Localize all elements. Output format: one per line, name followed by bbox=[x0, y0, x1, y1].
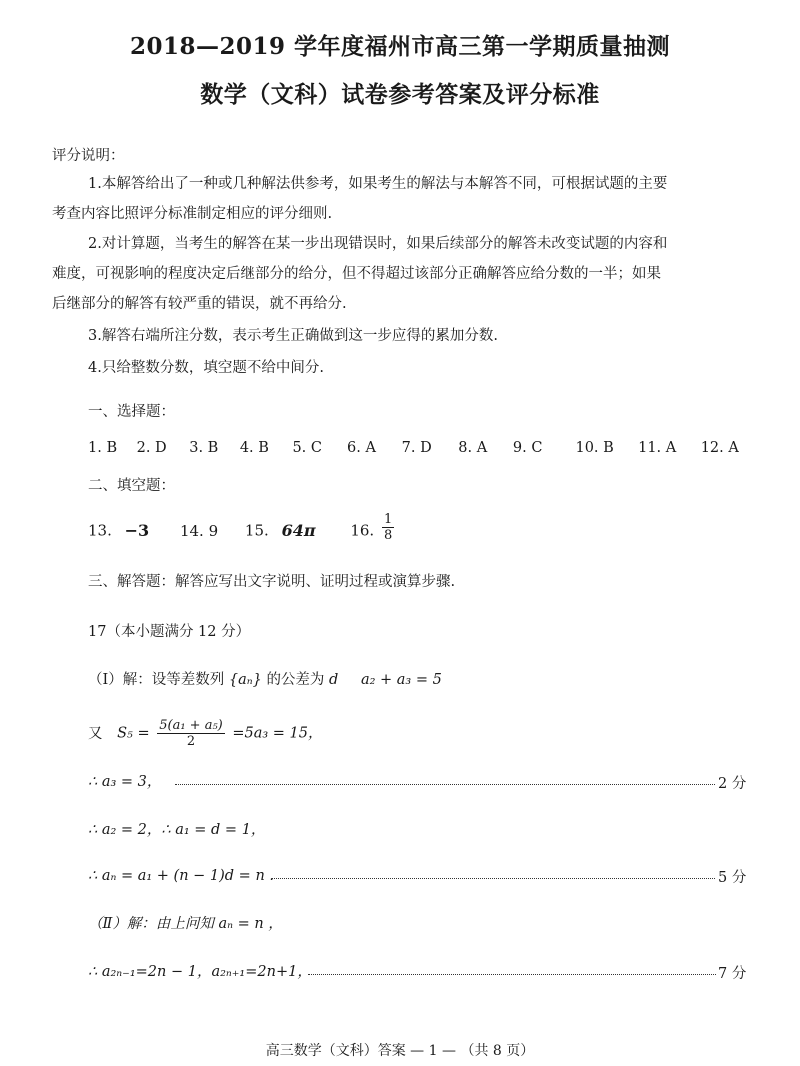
dot-leader bbox=[175, 784, 715, 785]
q15-answer: 64π bbox=[281, 520, 316, 540]
note-4: 4.只给整数分数，填空题不给中间分. bbox=[88, 360, 324, 376]
choice-answer: 10. B bbox=[575, 440, 614, 456]
choice-answer: 3. B bbox=[189, 440, 219, 456]
q17-a2-line: ∴ a₂ = 2，∴ a₁ = d = 1， bbox=[88, 822, 266, 838]
fill-answers bbox=[88, 512, 397, 547]
q17-s5-line bbox=[88, 718, 323, 749]
page-title-line1: 2018—2019 学年度福州市高三第一学期质量抽测 bbox=[129, 33, 671, 60]
q17-odd-terms-line: ∴ a₂ₙ₋₁=2n − 1，a₂ₙ₊₁=2n+1， bbox=[88, 964, 312, 980]
choice-answers bbox=[88, 440, 751, 456]
note-1-line-b: 考查内容比照评分标准制定相应的评分细则. bbox=[52, 206, 333, 222]
q13-number: 13. bbox=[88, 521, 112, 540]
q16-number: 16. bbox=[350, 521, 375, 540]
choice-answer: 9. C bbox=[512, 440, 543, 456]
part1-sequence: {aₙ} bbox=[228, 672, 262, 688]
choice-answer: 1. B bbox=[88, 440, 118, 456]
note-2-line-c: 后继部分的解答有较严重的错误，就不再给分. bbox=[52, 296, 347, 312]
q13-answer: −3 bbox=[124, 520, 150, 540]
note-2-line-b: 难度，可视影响的程度决定后继部分的给分，但不得超过该部分正确解答应给分数的一半；如果 bbox=[52, 266, 661, 282]
choice-heading: 一、选择题： bbox=[88, 404, 175, 420]
dot-leader bbox=[272, 878, 715, 879]
q15-number: 15. bbox=[244, 521, 269, 540]
score-2: 2 分 bbox=[718, 776, 747, 792]
notes-heading: 评分说明： bbox=[52, 148, 125, 164]
part1-label: （Ⅰ）解：设等差数列 bbox=[88, 672, 225, 688]
note-1-line-a: 1.本解答给出了一种或几种解法供参考，如果考生的解法与本解答不同，可根据试题的主要 bbox=[88, 176, 668, 192]
q17-part1-line bbox=[88, 670, 442, 690]
part1-d: d bbox=[329, 672, 339, 688]
q17-a3-line: ∴ a₃ = 3， bbox=[88, 774, 162, 790]
q17-an-line: ∴ aₙ = a₁ + (n − 1)d = n . bbox=[88, 868, 275, 884]
q16-numerator: 1 bbox=[383, 512, 393, 527]
s5-denominator: 2 bbox=[186, 734, 196, 749]
note-2-line-a: 2.对计算题，当考生的解答在某一步出现错误时，如果后续部分的解答未改变试题的内容和 bbox=[88, 236, 668, 252]
s5-label: S₅ = bbox=[117, 725, 150, 742]
s5-prefix: 又 bbox=[88, 725, 103, 742]
page-footer: 高三数学（文科）答案 — 1 — （共 8 页） bbox=[265, 1043, 535, 1059]
choice-answer: 6. A bbox=[347, 440, 376, 456]
solve-heading: 三、解答题：解答应写出文字说明、证明过程或演算步骤. bbox=[88, 574, 456, 590]
dot-leader bbox=[308, 974, 716, 975]
score-5: 5 分 bbox=[718, 870, 747, 886]
s5-fraction bbox=[157, 718, 225, 749]
choice-answer: 8. A bbox=[458, 440, 488, 456]
q14-answer: 14. 9 bbox=[179, 521, 219, 540]
page-title-line2: 数学（文科）试卷参考答案及评分标准 bbox=[200, 81, 600, 108]
choice-answer: 11. A bbox=[638, 440, 677, 456]
choice-answer: 12. A bbox=[700, 440, 739, 456]
choice-answer: 5. C bbox=[292, 440, 322, 456]
q17-title: 17（本小题满分 12 分） bbox=[88, 624, 251, 640]
q16-denominator: 8 bbox=[383, 528, 393, 543]
score-7: 7 分 bbox=[718, 966, 747, 982]
fill-heading: 二、填空题： bbox=[88, 478, 175, 494]
choice-answer: 7. D bbox=[401, 440, 432, 456]
choice-answer: 4. B bbox=[239, 440, 269, 456]
s5-numerator: 5(a₁ + a₅) bbox=[159, 718, 223, 733]
q17-part2-line: （Ⅱ）解：由上问知 aₙ = n ， bbox=[88, 916, 283, 932]
choice-answer: 2. D bbox=[136, 440, 167, 456]
note-3: 3.解答右端所注分数，表示考生正确做到这一步应得的累加分数. bbox=[88, 328, 498, 344]
s5-rest: =5a₃ = 15， bbox=[232, 725, 323, 742]
q16-fraction bbox=[382, 512, 394, 543]
part1-mid: 的公差为 bbox=[266, 672, 325, 688]
part1-equation: a₂ + a₃ = 5 bbox=[360, 672, 442, 688]
